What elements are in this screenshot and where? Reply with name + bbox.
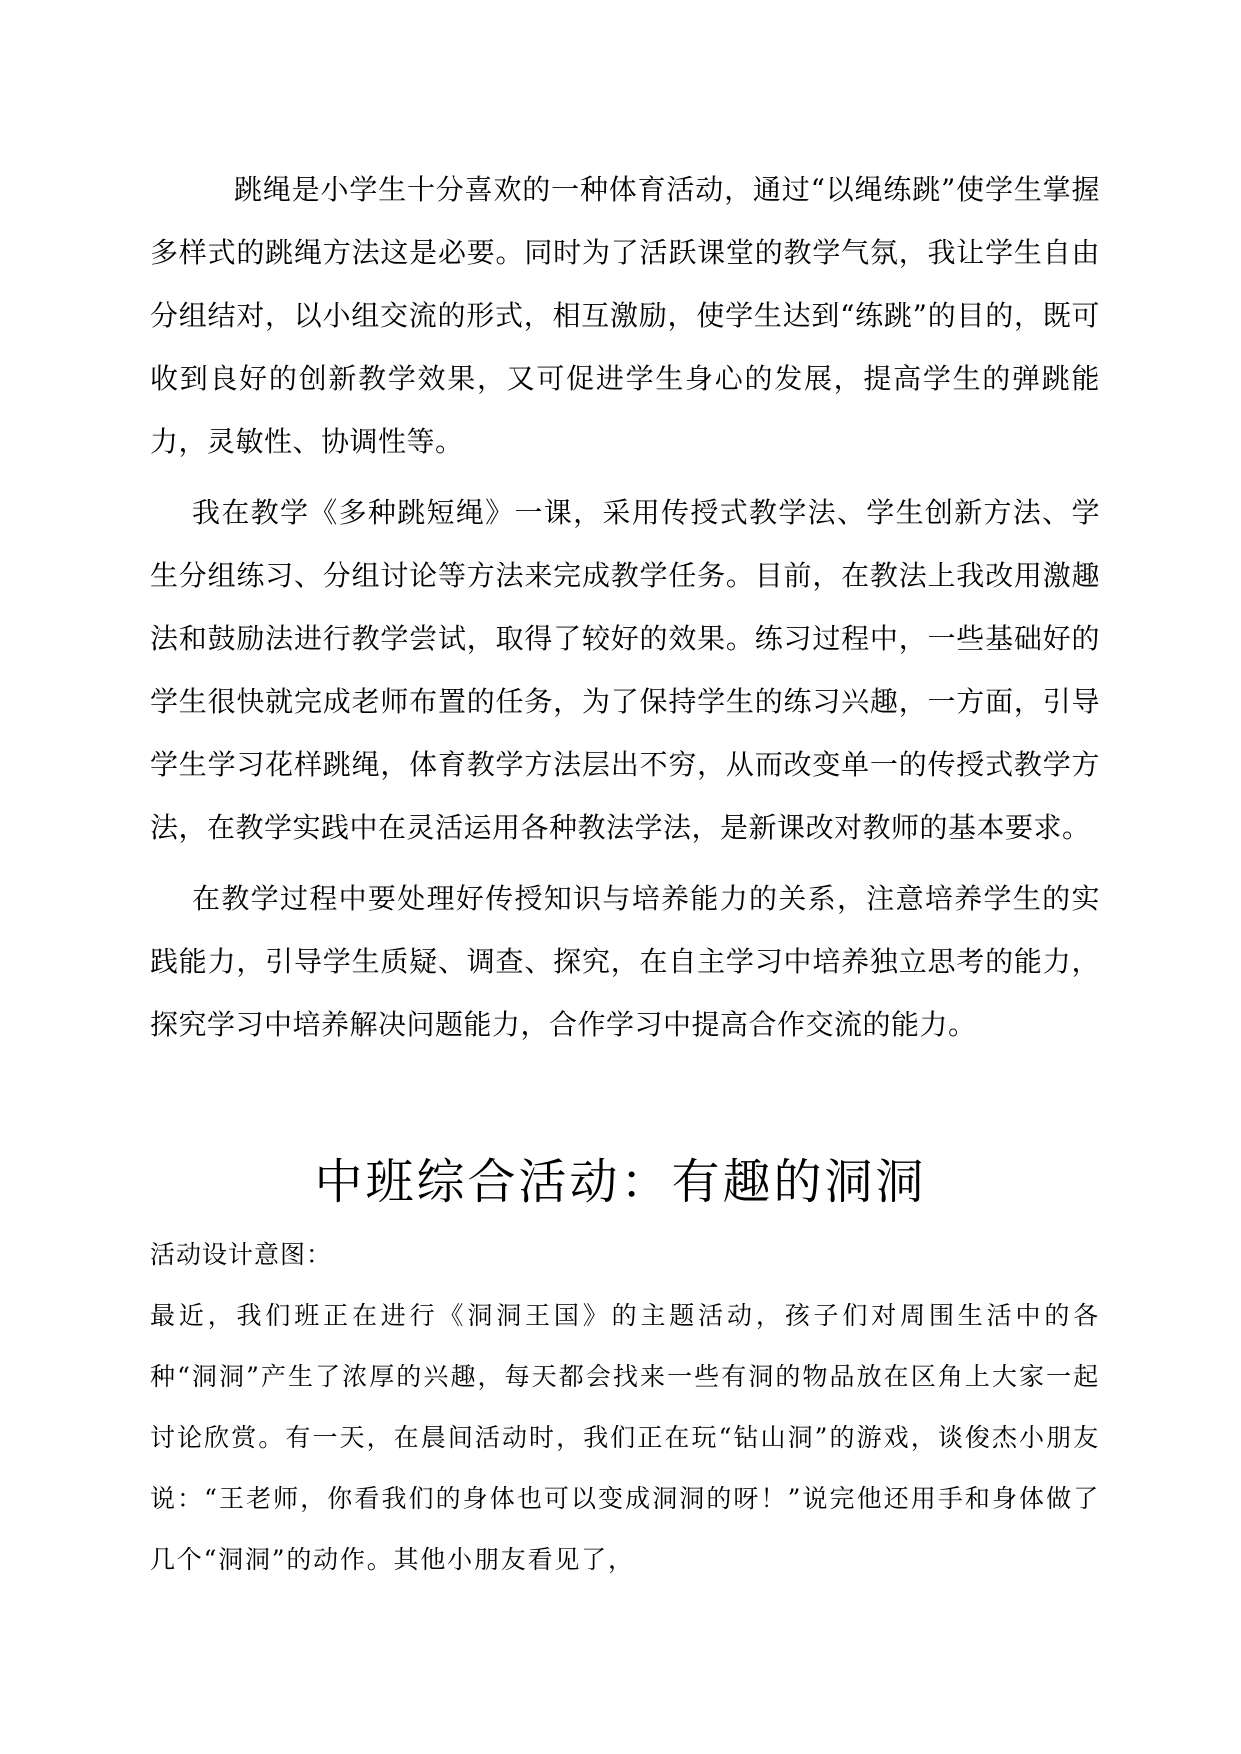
paragraph-jump-rope: 跳绳是小学生十分喜欢的一种体育活动，通过“以绳练跳”使学生掌握多样式的跳绳方法这是必要。同时为了活跃课堂的教学气氛，我让学生自由分组结对，以小组交流的形式，相互激励，使学生达到“练跳”的目的，既可收到良好的创新教学效果，又可促进学生身心的发展，提高学生的弹跳能力，灵敏性、协调性等。 [150,173,1100,458]
activity-section [150,1225,1100,1590]
section-body: 最近，我们班正在进行《洞洞王国》的主题活动，孩子们对周围生活中的各种“洞洞”产生了浓厚的兴趣，每天都会找来一些有洞的物品放在区角上大家一起讨论欣赏。有一天，在晨间活动时，我们正在玩“钻山洞”的游戏，谈俊杰小朋友说：“王老师，你看我们的身体也可以变成洞洞的呀！”说完他还用手和身体做了几个“洞洞”的动作。其他小朋友看见了， [150,1301,1100,1574]
section-title: 中班综合活动：有趣的洞洞 [314,1154,927,1210]
paragraph-abilities: 在教学过程中要处理好传授知识与培养能力的关系，注意培养学生的实践能力，引导学生质疑、调查、探究，在自主学习中培养独立思考的能力，探究学习中培养解决问题能力，合作学习中提高合作交流的能力。 [150,882,1100,1041]
section-subtitle: 活动设计意图： [150,1240,333,1269]
paragraph-teaching-methods: 我在教学《多种跳短绳》一课，采用传授式教学法、学生创新方法、学生分组练习、分组讨论等方法来完成教学任务。目前，在教法上我改用激趣法和鼓励法进行教学尝试，取得了较好的效果。练习过程中，一些基础好的学生很快就完成老师布置的任务，为了保持学生的练习兴趣，一方面，引导学生学习花样跳绳，体育教学方法层出不穷，从而改变单一的传授式教学方法，在教学实践中在灵活运用各种教法学法，是新课改对教师的基本要求。 [150,496,1100,844]
teaching-reflection [150,158,1100,1056]
